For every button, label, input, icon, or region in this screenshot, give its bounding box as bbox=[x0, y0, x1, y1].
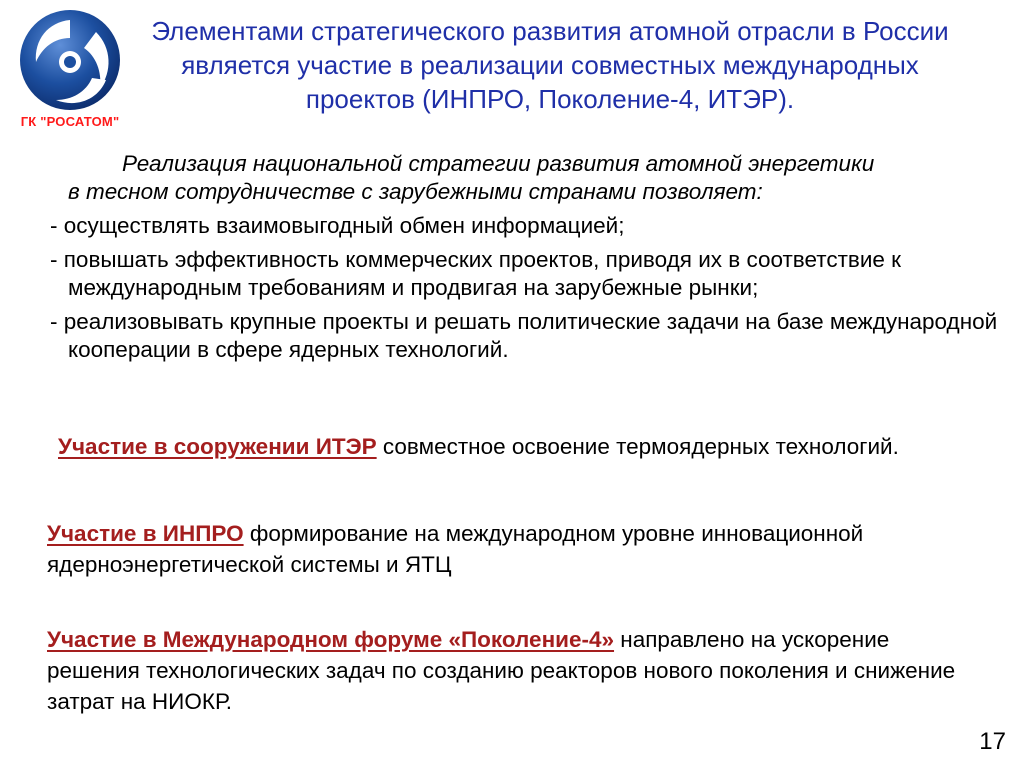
section-highlight: Участие в Международном форуме «Поколение-4» bbox=[47, 627, 615, 652]
bullet-item: - повышать эффективность коммерческих проектов, приводя их в соответствие к международным требованиям и продвигая на зарубежные рынки; bbox=[50, 247, 902, 300]
rosatom-logo bbox=[10, 8, 130, 133]
section-highlight: Участие в ИНПРО bbox=[47, 521, 244, 546]
bullet-item: - реализовывать крупные проекты и решать политические задачи на базе международной кооперации в сфере ядерных технологий. bbox=[50, 309, 998, 362]
section-inpro bbox=[47, 518, 997, 580]
page-number: 17 bbox=[979, 728, 1006, 755]
logo-text: ГК "РОСАТОМ" bbox=[20, 114, 120, 129]
section-text: совместное освоение термоядерных технологий. bbox=[376, 434, 899, 459]
bullet-item: - осуществлять взаимовыгодный обмен информацией; bbox=[50, 213, 625, 238]
section-iter bbox=[58, 431, 938, 462]
section-highlight: Участие в сооружении ИТЭР bbox=[58, 434, 377, 459]
intro-line-1: Реализация национальной стратегии развития атомной энергетики bbox=[122, 151, 875, 176]
section-text: формирование на международном уровне инновационной ядерноэнергетической системы и ЯТЦ bbox=[47, 521, 864, 577]
bullet-list bbox=[50, 212, 1000, 370]
section-gen4 bbox=[47, 624, 987, 717]
rosatom-atom-icon bbox=[18, 8, 122, 112]
section-text: направлено на ускорение решения технологических задач по созданию реакторов нового поколения и снижение затрат на НИОКР. bbox=[47, 627, 956, 714]
slide-title: Элементами стратегического развития атомной отрасли в России является участие в реализации совместных международных проектов (ИНПРО, Поколение-4, ИТЭР). bbox=[151, 16, 949, 114]
intro-text bbox=[68, 150, 998, 206]
intro-line-2: в тесном сотрудничестве с зарубежными странами позволяет: bbox=[68, 179, 763, 204]
